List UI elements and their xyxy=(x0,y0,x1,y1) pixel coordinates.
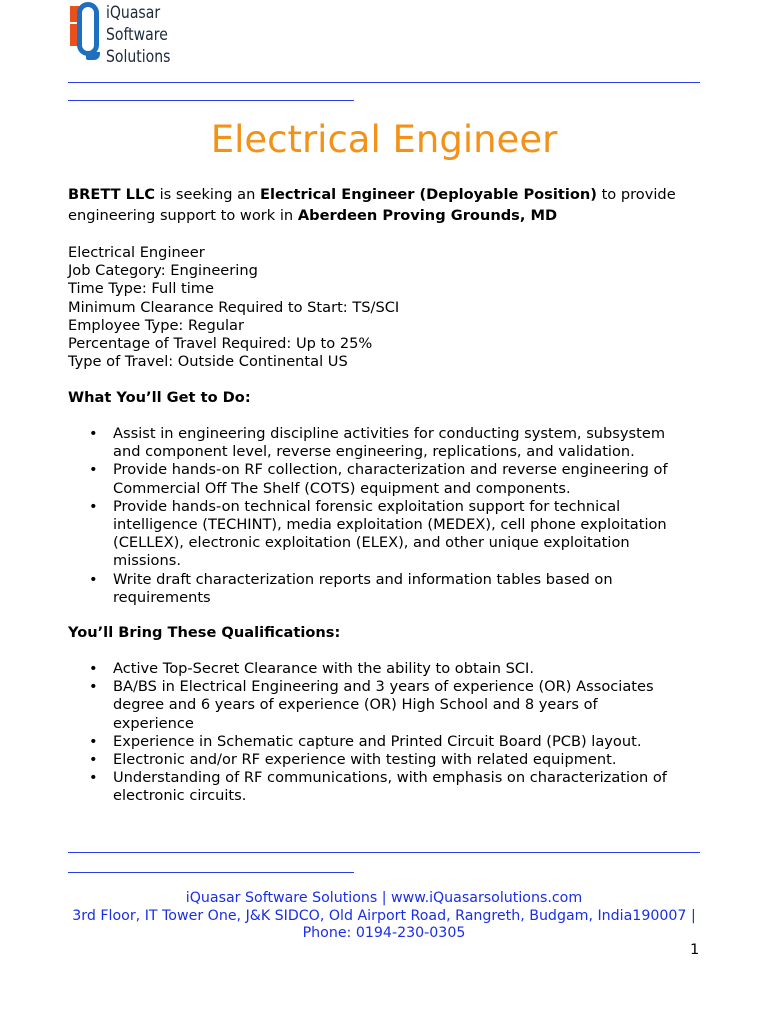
page-footer xyxy=(0,890,768,943)
footer-rule-short xyxy=(68,872,354,873)
bullet-icon: • xyxy=(89,461,98,479)
detail-line: Type of Travel: Outside Continental US xyxy=(68,353,348,371)
list-item-line: Write draft characterization reports and information tables based on xyxy=(113,570,613,588)
position-name: Electrical Engineer (Deployable Position) xyxy=(259,186,597,203)
list-item xyxy=(68,660,708,678)
list-item-line: Provide hands-on RF collection, characterization and reverse engineering of xyxy=(113,461,668,479)
intro-text-2: to provide xyxy=(596,186,676,203)
list-item-line: (CELLEX), electronic exploitation (ELEX), and other unique exploitation xyxy=(113,534,630,552)
list-item xyxy=(68,769,708,805)
location-name: Aberdeen Proving Grounds, MD xyxy=(297,207,558,225)
logo-line-2: Software xyxy=(106,25,168,44)
logo-line-1: iQuasar xyxy=(106,3,161,22)
list-item-line: Electronic and/or RF experience with testing with related equipment. xyxy=(113,751,617,769)
detail-line: Employee Type: Regular xyxy=(68,316,244,334)
duties-list xyxy=(68,425,708,607)
page-title: Electrical Engineer xyxy=(210,118,558,161)
header-rule-long xyxy=(68,82,700,83)
bullet-icon: • xyxy=(89,570,98,588)
list-item-line: Assist in engineering discipline activities for conducting system, subsystem xyxy=(113,425,666,442)
iquasar-logo-icon xyxy=(68,2,102,66)
list-item-line: missions. xyxy=(113,552,181,570)
list-item xyxy=(68,425,708,461)
list-item-line: Active Top-Secret Clearance with the ability to obtain SCI. xyxy=(113,660,535,677)
list-item-line: requirements xyxy=(113,588,211,606)
list-item-line: BA/BS in Electrical Engineering and 3 years of experience (OR) Associates xyxy=(113,678,654,696)
page-number: 1 xyxy=(690,941,700,958)
list-item-line: experience xyxy=(113,714,194,732)
job-details xyxy=(68,244,708,371)
intro-paragraph xyxy=(68,186,708,225)
footer-phone-line: Phone: 0194-230-0305 xyxy=(302,925,466,942)
bullet-icon: • xyxy=(89,497,98,515)
bullet-icon: • xyxy=(89,660,98,677)
intro-text-3: engineering support to work in xyxy=(68,207,298,225)
intro-text-1: is seeking an xyxy=(154,186,260,203)
detail-line: Job Category: Engineering xyxy=(68,262,258,280)
bullet-icon: • xyxy=(89,769,98,787)
list-item-line: Experience in Schematic capture and Printed Circuit Board (PCB) layout. xyxy=(113,732,642,750)
detail-line: Time Type: Full time xyxy=(68,280,214,298)
detail-line: Percentage of Travel Required: Up to 25% xyxy=(68,335,373,353)
list-item xyxy=(68,461,708,497)
logo-line-3: Solutions xyxy=(106,47,171,66)
company-logo xyxy=(68,2,182,66)
detail-line: Minimum Clearance Required to Start: TS/SCI xyxy=(68,298,400,316)
footer-company-line[interactable]: iQuasar Software Solutions | www.iQuasarsolutions.com xyxy=(185,890,583,906)
list-item-line: Understanding of RF communications, with emphasis on characterization of xyxy=(113,769,667,787)
section-heading-duties: What You’ll Get to Do: xyxy=(68,389,251,406)
qualifications-list xyxy=(68,660,708,806)
list-item-line: electronic circuits. xyxy=(113,787,247,805)
footer-rule-long xyxy=(68,852,700,853)
list-item xyxy=(68,678,708,733)
bullet-icon: • xyxy=(89,425,98,442)
bullet-icon: • xyxy=(89,732,98,750)
list-item-line: Provide hands-on technical forensic exploitation support for technical xyxy=(113,497,621,515)
list-item xyxy=(68,733,708,751)
list-item-line: degree and 6 years of experience (OR) High School and 8 years of xyxy=(113,696,598,714)
header-rule-short xyxy=(68,100,354,101)
list-item-line: Commercial Off The Shelf (COTS) equipment and components. xyxy=(113,479,571,497)
bullet-icon: • xyxy=(89,678,98,696)
footer-address-line: 3rd Floor, IT Tower One, J&K SIDCO, Old Airport Road, Rangreth, Budgam, India190007 | xyxy=(72,907,696,924)
bullet-icon: • xyxy=(89,751,98,769)
company-name: BRETT LLC xyxy=(68,186,155,203)
detail-line: Electrical Engineer xyxy=(68,244,205,261)
list-item-line: intelligence (TECHINT), media exploitation (MEDEX), cell phone exploitation xyxy=(113,516,667,534)
list-item xyxy=(68,498,708,571)
list-item xyxy=(68,571,708,607)
list-item-line: and component level, reverse engineering, replications, and validation. xyxy=(113,443,635,461)
list-item xyxy=(68,751,708,769)
logo-wordmark xyxy=(106,2,170,66)
section-heading-qualifications: You’ll Bring These Qualifications: xyxy=(68,624,341,641)
